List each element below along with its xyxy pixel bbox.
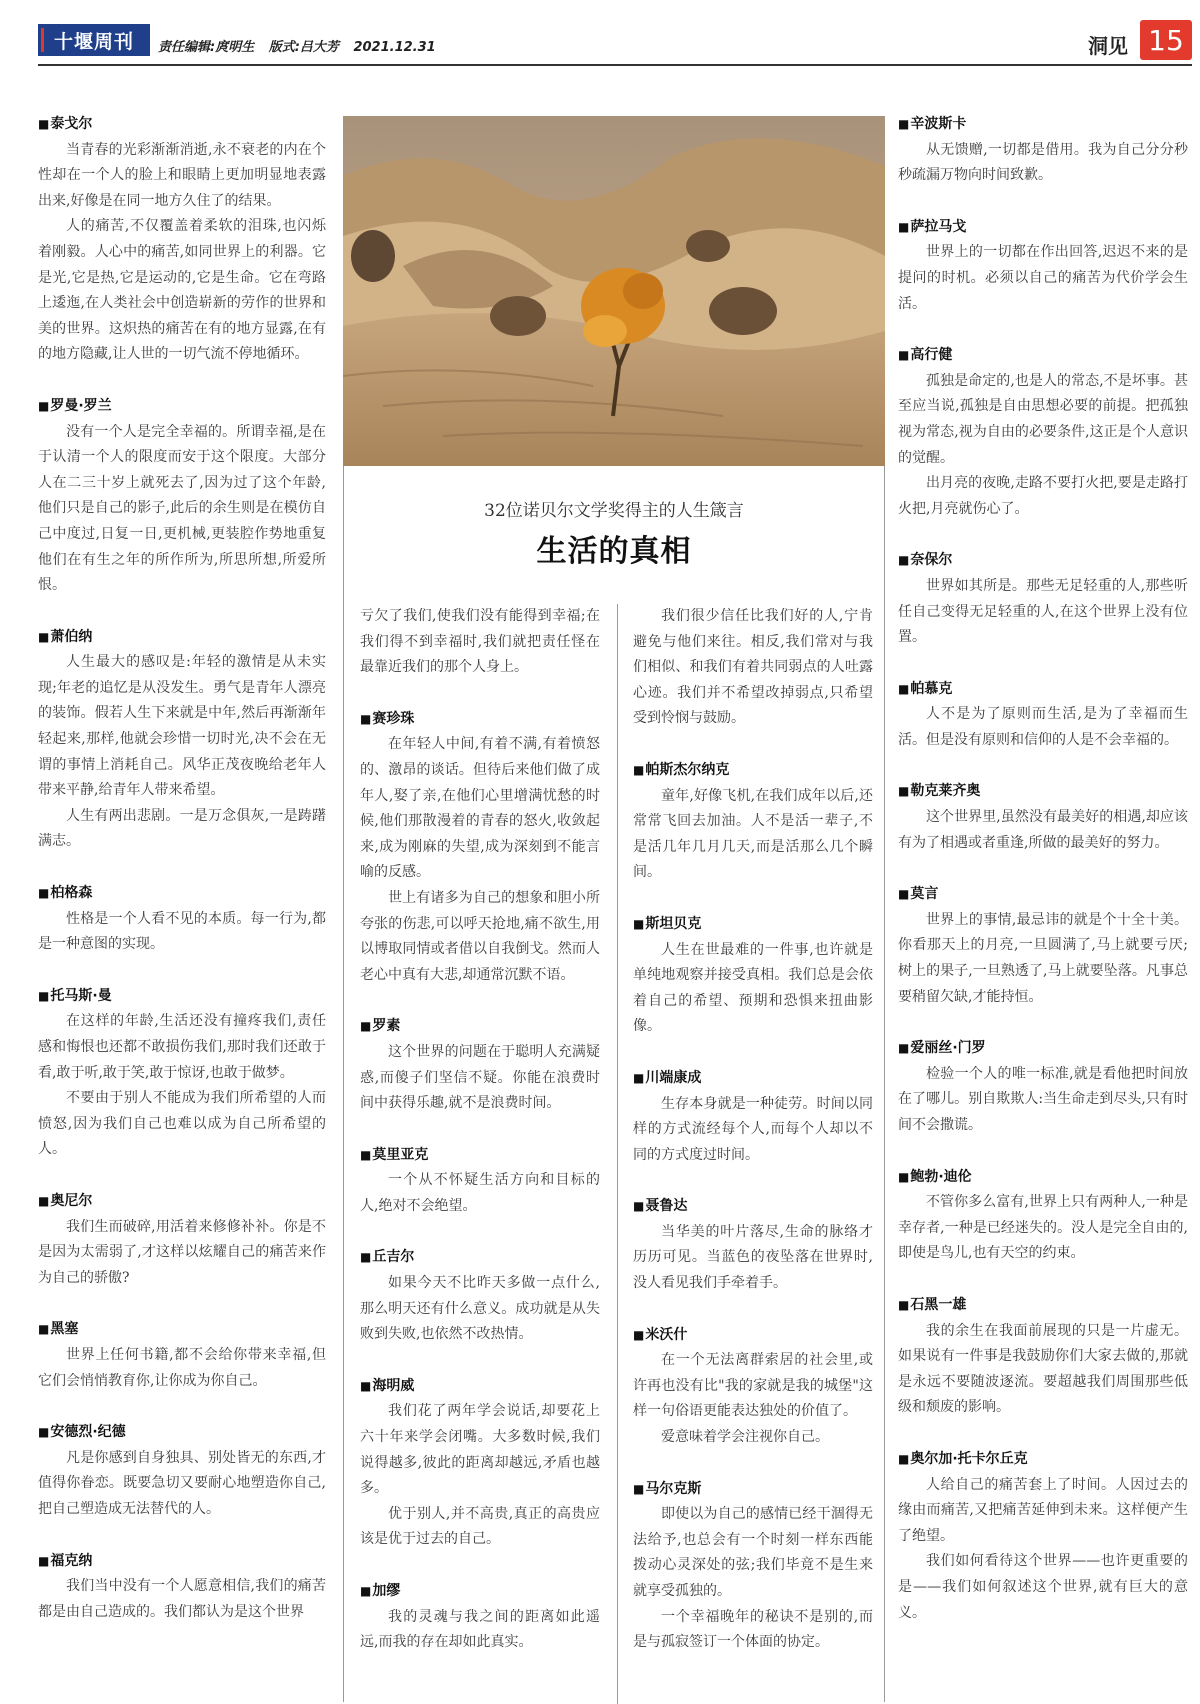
quote-author: ■ 勒克莱齐奥	[898, 779, 1188, 805]
quote-text: 即使以为自己的感情已经干涸得无法给予,也总会有一个时刻一样东西能拨动心灵深处的弦;我们毕竟不是生来就享受孤独的。	[633, 1506, 873, 1599]
quote-text: 当华美的叶片落尽,生命的脉络才历历可见。当蓝色的夜坠落在世界时,没人看见我们手牵着手。	[633, 1223, 873, 1292]
quote-entry	[898, 779, 1188, 856]
quote-text: 这个世界的问题在于聪明人充满疑惑,而傻子们坚信不疑。你能在浪费时间中获得乐趣,就不是浪费时间。	[360, 1043, 600, 1112]
quote-text: 从无馈赠,一切都是借用。我为自己分分秒秒疏漏万物向时间致歉。	[898, 141, 1188, 184]
quote-text: 一个幸福晚年的秘诀不是别的,而是与孤寂签订一个体面的协定。	[633, 1608, 873, 1651]
quote-entry	[38, 1549, 326, 1626]
quote-entry	[38, 1420, 326, 1522]
masthead-logo	[38, 24, 150, 56]
quote-text: 不管你多么富有,世界上只有两种人,一种是幸存者,一种是已经迷失的。没人是完全自由的,即使是鸟儿,也有天空的约束。	[898, 1194, 1188, 1262]
quote-entry	[898, 215, 1188, 317]
quote-entry	[360, 1143, 600, 1220]
quote-author: ■ 莫言	[898, 882, 1188, 908]
section-name: 洞见	[1088, 34, 1128, 58]
quote-text: 在年轻人中间,有着不满,有着愤怒的、激昂的谈话。但待后来他们做了成年人,娶了亲,在他们心里增满忧愁的时候,他们那散漫着的青春的怒火,收敛起来,成为刚麻的失望,成为深刻到不能言喻的反感。	[360, 736, 600, 881]
quote-author: ■ 福克纳	[38, 1549, 326, 1575]
quote-text: 爱意味着学会注视你自己。	[661, 1429, 829, 1446]
quote-author: ■ 马尔克斯	[633, 1477, 873, 1503]
quote-author: ■ 托马斯·曼	[38, 984, 326, 1010]
left-column	[38, 112, 326, 1651]
quote-author: ■ 帕斯杰尔纳克	[633, 758, 873, 784]
right-column	[898, 112, 1188, 1652]
quote-author: ■ 米沃什	[633, 1323, 873, 1349]
middle-column-1	[360, 604, 600, 1682]
quote-author: ■ 安德烈·纪德	[38, 1420, 326, 1446]
quote-text: 世界上的一切都在作出回答,迟迟不来的是提问的时机。必须以自己的痛苦为代价学会生活。	[898, 244, 1188, 312]
quote-text: 没有一个人是完全幸福的。所谓幸福,是在于认清一个人的限度而安于这个限度。大部分人在二三十岁上就死去了,因为过了这个年龄,他们只是自己的影子,此后的余生则是在模仿自己中度过,日复一日,更机械,更装腔作势地重复他们在有生之年的所作所为,所思所想,所爱所恨。	[38, 423, 326, 594]
quote-text: 人不是为了原则而生活,是为了幸福而生活。但是没有原则和信仰的人是不会幸福的。	[898, 706, 1188, 748]
quote-text: 孤独是命定的,也是人的常态,不是坏事。甚至应当说,孤独是自由思想必要的前提。把孤独视为常态,视为自由的必要条件,这正是个人意识的觉醒。	[898, 372, 1188, 466]
quote-text: 生存本身就是一种徒劳。时间以同样的方式流经每个人,而每个人却以不同的方式度过时间。	[633, 1095, 873, 1163]
quote-text: 一个从不怀疑生活方向和目标的人,绝对不会绝望。	[360, 1172, 600, 1214]
column-divider	[617, 604, 618, 1704]
quote-text: 人给自己的痛苦套上了时间。人因过去的缘由而痛苦,又把痛苦延伸到未来。这样便产生了绝望。	[898, 1476, 1188, 1544]
quote-entry	[38, 625, 326, 855]
quote-author: ■ 奥尔加·托卡尔丘克	[898, 1447, 1188, 1473]
quote-author: ■ 加缪	[360, 1579, 600, 1605]
header-rule	[38, 64, 1192, 66]
quote-entry	[898, 1447, 1188, 1626]
quote-text: 童年,好像飞机,在我们成年以后,还常常飞回去加油。人不是活一辈子,不是活几年几月几天,而是活那么几个瞬间。	[633, 787, 873, 881]
quote-text: 在一个无法离群索居的社会里,或许再也没有比"我的家就是我的城堡"这样一句俗语更能表达独处的价值了。	[633, 1352, 873, 1420]
quote-entry	[633, 912, 873, 1040]
quote-text: 世界上的事情,最忌讳的就是个十全十美。你看那天上的月亮,一旦圆满了,马上就要亏厌;树上的果子,一旦熟透了,马上就要坠落。凡事总要稍留欠缺,才能持恒。	[898, 911, 1188, 1005]
quote-text: 如果今天不比昨天多做一点什么,那么明天还有什么意义。成功就是从失败到失败,也依然不改热情。	[360, 1275, 600, 1343]
quote-entry	[38, 984, 326, 1163]
quote-text: 检验一个人的唯一标准,就是看他把时间放在了哪儿。别自欺欺人:当生命走到尽头,只有时间不会撒谎。	[898, 1065, 1188, 1133]
quote-text: 人生最大的感叹是:年轻的激情是从未实现;年老的追忆是从没发生。勇气是青年人漂亮的装饰。假若人生下来就是中年,然后再渐渐年轻起来,那样,他就会珍惜一切时光,决不会在无谓的事情上消耗自己。风华正茂夜晚给老年人带来平静,给青年人带来希望。	[38, 654, 326, 799]
quote-entry	[360, 1374, 600, 1553]
quote-author: ■ 黑塞	[38, 1317, 326, 1343]
quote-author: ■ 鲍勃·迪伦	[898, 1165, 1188, 1191]
quote-text: 出月亮的夜晚,走路不要打火把,要是走路打火把,月亮就伤心了。	[898, 475, 1188, 517]
quote-author: ■ 斯坦贝克	[633, 912, 873, 938]
quote-text: 世界如其所是。那些无足轻重的人,那些听任自己变得无足轻重的人,在这个世界上没有位置。	[898, 577, 1188, 646]
quote-author: ■ 赛珍珠	[360, 707, 600, 733]
article-subtitle: 32位诺贝尔文学奖得主的人生箴言	[484, 501, 744, 521]
quote-text: 优于别人,并不高贵,真正的高贵应该是优于过去的自己。	[360, 1505, 600, 1548]
quote-entry	[898, 1293, 1188, 1421]
quote-author: ■ 柏格森	[38, 881, 326, 907]
editor-info	[158, 36, 446, 55]
page-number: 15	[1140, 20, 1192, 60]
quote-text: 我们如何看待这个世界——也许更重要的是——我们如何叙述这个世界,就有巨大的意义。	[898, 1553, 1188, 1621]
quote-author: ■ 奈保尔	[898, 548, 1188, 574]
quote-author: ■ 泰戈尔	[38, 112, 326, 138]
quote-author: ■ 爱丽丝·门罗	[898, 1036, 1188, 1062]
quote-entry	[633, 1477, 873, 1656]
quote-entry	[38, 1189, 326, 1291]
quote-text: 不要由于别人不能成为我们所希望的人而愤怒,因为我们自己也难以成为自己所希望的人。	[38, 1090, 326, 1158]
quote-author: ■ 辛波斯卡	[898, 112, 1188, 138]
quote-text: 在这样的年龄,生活还没有撞疼我们,责任感和悔恨也还都不敢损伤我们,那时我们还敢于看,敢于听,敢于笑,敢于惊讶,也敢于做梦。	[38, 1013, 326, 1081]
quote-entry	[38, 394, 326, 599]
quote-text: 世上有诸多为自己的想象和胆小所夸张的伤悲,可以呼天抢地,痛不欲生,用以博取同情或者借以自我倒戈。然而人老心中真有大悲,却通常沉默不语。	[360, 889, 600, 983]
quote-author: ■ 川端康成	[633, 1066, 873, 1092]
quote-author: ■ 石黑一雄	[898, 1293, 1188, 1319]
quote-entry	[633, 758, 873, 886]
quote-entry	[633, 1194, 873, 1296]
quote-entry	[898, 1165, 1188, 1267]
quote-text: 我们生而破碎,用活着来修修补补。你是不是因为太需弱了,才这样以炫耀自己的痛苦来作为自己的骄傲?	[38, 1218, 326, 1286]
masthead-logo-text: 十堰周刊	[53, 30, 134, 53]
quote-author: ■ 奥尼尔	[38, 1189, 326, 1215]
quote-entry	[898, 1036, 1188, 1138]
quote-text: 我们当中没有一个人愿意相信,我们的痛苦都是由自己造成的。我们都认为是这个世界	[38, 1578, 326, 1620]
quote-author: ■ 高行健	[898, 343, 1188, 369]
quote-text: 我的灵魂与我之间的距离如此遥远,而我的存在却如此真实。	[360, 1608, 600, 1651]
quote-author: ■ 罗素	[360, 1014, 600, 1040]
quote-author: ■ 丘吉尔	[360, 1245, 600, 1271]
quote-author: ■ 帕慕克	[898, 677, 1188, 703]
quote-text: 人生在世最难的一件事,也许就是单纯地观察并接受真相。我们总是会依着自己的希望、预期和恐惧来扭曲影像。	[633, 941, 873, 1035]
quote-text: 当青春的光彩渐渐消逝,永不衰老的内在个性却在一个人的脸上和眼睛上更加明显地表露出来,好像是在同一地方久住了的结果。	[38, 141, 326, 209]
quote-text: 我的余生在我面前展现的只是一片虚无。如果说有一件事是我鼓励你们大家去做的,那就是永远不要随波逐流。要超越我们周围那些低级和颓废的影响。	[898, 1322, 1188, 1416]
quote-text: 人生有两出悲剧。一是万念俱灰,一是踌躇满志。	[38, 807, 326, 850]
quote-entry	[38, 112, 326, 368]
quote-text: 性格是一个人看不见的本质。每一行为,都是一种意图的实现。	[38, 910, 326, 953]
quote-author: ■ 海明威	[360, 1374, 600, 1400]
quote-author: ■ 萨拉马戈	[898, 215, 1188, 241]
quote-author: ■ 聂鲁达	[633, 1194, 873, 1220]
quote-text: 我们花了两年学会说话,却要花上六十年来学会闭嘴。大多数时候,我们说得越多,彼此的距离却越远,矛盾也越多。	[360, 1403, 600, 1497]
quote-text: 世界上任何书籍,都不会给你带来幸福,但它们会悄悄教育你,让你成为你自己。	[38, 1346, 326, 1389]
quote-entry	[360, 1245, 600, 1347]
quote-entry	[898, 548, 1188, 650]
quote-entry	[38, 1317, 326, 1394]
quote-text: 凡是你感到自身独具、别处皆无的东西,才值得你眷恋。既要急切又要耐心地塑造你自己,把自己塑造成无法替代的人。	[38, 1449, 326, 1517]
quote-continuation: 亏欠了我们,使我们没有能得到幸福;在我们得不到幸福时,我们就把责任怪在最靠近我们的那个人身上。	[360, 608, 600, 676]
quote-entry	[38, 881, 326, 958]
quote-author: ■ 萧伯纳	[38, 625, 326, 651]
quote-entry	[360, 1014, 600, 1116]
quote-entry	[898, 677, 1188, 754]
quote-author: ■ 莫里亚克	[360, 1143, 600, 1169]
issue-date: 2021.12.31	[353, 40, 436, 55]
layout-editor: 版式:吕大芳	[268, 40, 339, 55]
quote-entry	[898, 112, 1188, 189]
article-title: 生活的真相	[536, 534, 692, 569]
quote-text: 这个世界里,虽然没有最美好的相遇,却应该有为了相遇或者重逢,所做的最美好的努力。	[898, 809, 1188, 851]
quote-entry	[633, 1066, 873, 1168]
desert-photo	[343, 116, 885, 466]
quote-entry	[898, 343, 1188, 522]
quote-author: ■ 罗曼·罗兰	[38, 394, 326, 420]
quote-entry	[633, 1323, 873, 1451]
quote-continuation: 我们很少信任比我们好的人,宁肯避免与他们来往。相反,我们常对与我们相似、和我们有着共同弱点的人吐露心迹。我们并不希望改掉弱点,只希望受到怜悯与鼓励。	[633, 608, 873, 727]
quote-entry	[360, 1579, 600, 1656]
quote-entry	[360, 707, 600, 989]
quote-entry	[898, 882, 1188, 1010]
middle-column-2	[633, 604, 873, 1682]
page-header	[38, 18, 1192, 62]
quote-text: 人的痛苦,不仅覆盖着柔软的泪珠,也闪烁着刚毅。人心中的痛苦,如同世界上的利器。它是光,它是热,它是运动的,它是生命。它在弯路上逶迤,在人类社会中创造崭新的劳作的世界和美的世界。这炽热的痛苦在有的地方显露,在有的地方隐藏,让人世的一切气流不停地循环。	[38, 218, 326, 363]
editor: 责任编辑:庹明生	[158, 40, 255, 55]
